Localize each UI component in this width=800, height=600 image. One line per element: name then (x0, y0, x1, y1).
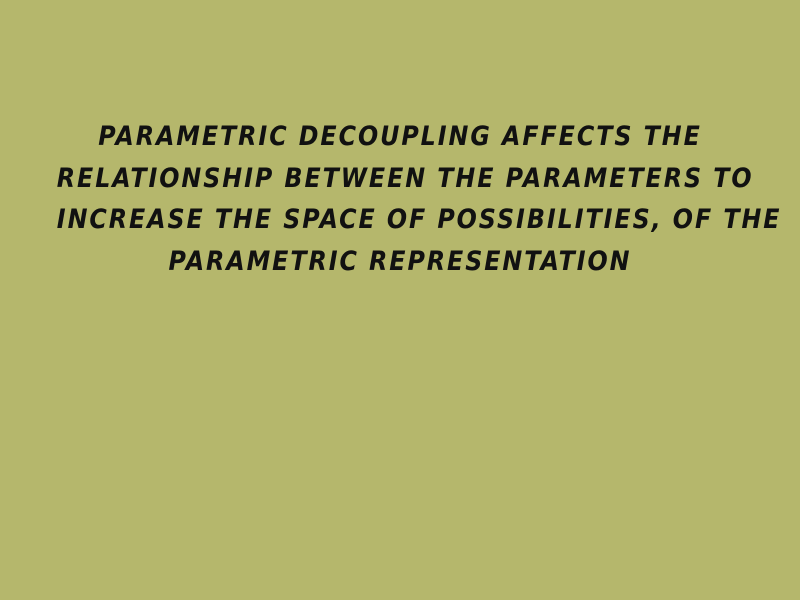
headline-line-2: RELATIONSHIP BETWEEN THE PARAMETERS TO (56, 162, 754, 194)
headline-line-1: PARAMETRIC DECOUPLING AFFECTS THE (98, 121, 702, 152)
headline-line-3: INCREASE THE SPACE OF POSSIBILITIES, OF THE (56, 204, 782, 235)
headline-line-4: PARAMETRIC REPRESENTATION (168, 245, 632, 277)
headline-text (56, 116, 782, 282)
